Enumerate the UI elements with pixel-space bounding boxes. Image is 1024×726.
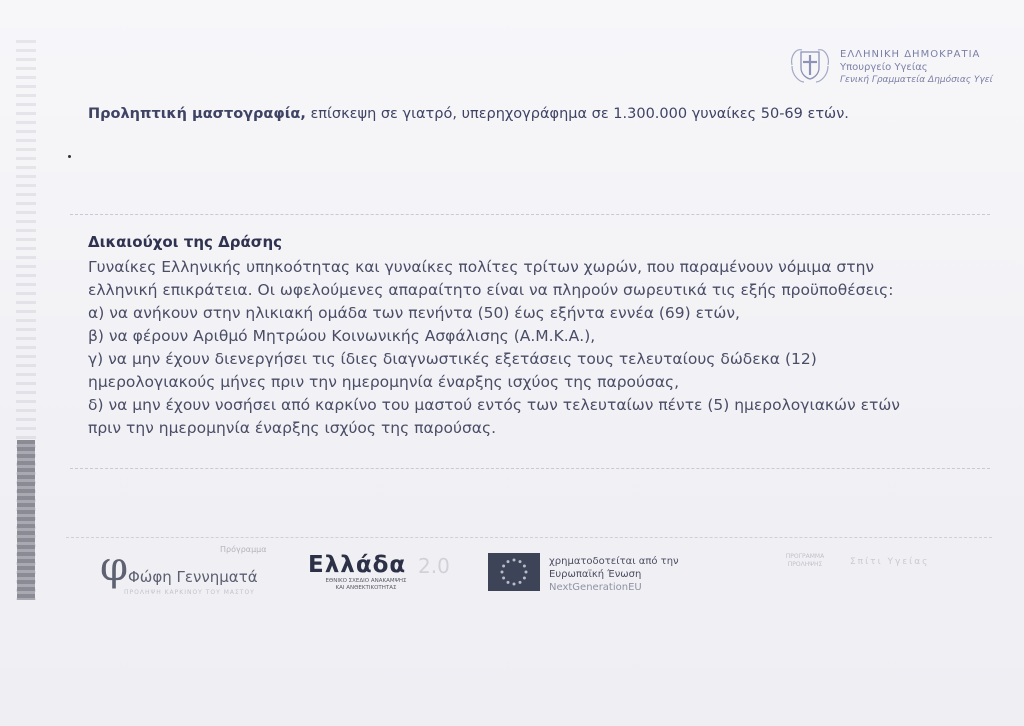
ellada-subtitle-2: ΚΑΙ ΑΝΘΕΚΤΙΚΟΤΗΤΑΣ — [335, 585, 397, 591]
ellada-name: Ελλάδα — [308, 552, 407, 578]
fofi-name: Φώφη Γεννηματά — [128, 568, 258, 586]
headline-rest: επίσκεψη σε γιατρό, υπερηχογράφημα σε 1.300.000 γυναίκες 50-69 ετών. — [305, 106, 849, 122]
faded-logo-text: Σπίτι Υγείας — [850, 557, 930, 567]
fofi-phi-glyph: φ — [100, 544, 129, 590]
divider-top — [70, 214, 990, 215]
headline-bold: Προληπτική μαστογραφία, — [88, 106, 306, 122]
eu-funding-text — [549, 555, 679, 594]
beneficiaries-line: πριν την ημερομηνία έναρξης ισχύος της παρούσας. — [88, 419, 497, 437]
beneficiaries-line: α) να ανήκουν στην ηλικιακή ομάδα των πενήντα (50) έως εξήντα εννέα (69) ετών, — [88, 304, 740, 322]
divider-bottom — [70, 468, 990, 469]
secretariat-name: Γενική Γραμματεία Δημόσιας Υγεί — [840, 75, 993, 85]
country-name: ΕΛΛΗΝΙΚΗ ΔΗΜΟΚΡΑΤΙΑ — [840, 49, 981, 60]
eu-funding-line2: Ευρωπαϊκή Ένωση — [549, 569, 642, 580]
program-logo-line1: ΠΡΟΓΡΑΜΜΑ — [785, 553, 825, 560]
beneficiaries-line: δ) να μην έχουν νοσήσει από καρκίνο του μαστού εντός των τελευταίων πέντε (5) ημερολογιακών ετών — [88, 396, 900, 414]
footer-divider — [66, 537, 992, 538]
beneficiaries-line: ελληνική επικράτεια. Οι ωφελούμενες απαραίτητο είναι να πληρούν σωρευτικά τις εξής προϋποθέσεις: — [88, 281, 894, 299]
beneficiaries-line: γ) να μην έχουν διενεργήσει τις ίδιες διαγνωστικές εξετάσεις τους τελευταίους δώδεκα (12) — [88, 350, 817, 368]
ministry-name: Υπουργείο Υγείας — [840, 62, 928, 73]
headline — [88, 106, 948, 122]
beneficiaries-title: Δικαιούχοι της Δράσης — [88, 233, 283, 251]
fofi-program-label: Πρόγραμμα — [220, 545, 267, 554]
ellada-subtitle-1: ΕΘΝΙΚΟ ΣΧΕΔΙΟ ΑΝΑΚΑΜΨΗΣ — [325, 578, 407, 584]
beneficiaries-line: β) να φέρουν Αριθμό Μητρώου Κοινωνικής Ασφάλισης (Α.Μ.Κ.Α.), — [88, 327, 596, 345]
ministry-header — [840, 48, 1020, 87]
eu-funding-line3: NextGenerationEU — [549, 582, 642, 593]
beneficiaries-text — [88, 256, 988, 440]
scan-edge-dark — [17, 440, 35, 600]
greece-2-0-logo — [308, 552, 458, 597]
fofi-subtitle: ΠΡΟΛΗΨΗ ΚΑΡΚΙΝΟΥ ΤΟΥ ΜΑΣΤΟΥ — [124, 589, 255, 596]
ellada-2-0: 2.0 — [418, 554, 450, 578]
greek-coat-of-arms-icon — [788, 44, 832, 86]
eu-funding-line1: χρηματοδοτείται από την — [549, 556, 679, 567]
beneficiaries-line: ημερολογιακούς μήνες πριν την ημερομηνία έναρξης ισχύος της παρούσας, — [88, 373, 680, 391]
program-logo-line2: ΠΡΟΛΗΨΗΣ — [787, 561, 823, 568]
stray-dot — [68, 155, 71, 158]
fofi-gennimata-logo — [100, 543, 270, 603]
eu-flag-icon — [488, 553, 540, 591]
beneficiaries-line: Γυναίκες Ελληνικής υπηκοότητας και γυναίκες πολίτες τρίτων χωρών, που παραμένουν νόμιμα στην — [88, 258, 875, 276]
program-logo-faded — [770, 553, 840, 593]
